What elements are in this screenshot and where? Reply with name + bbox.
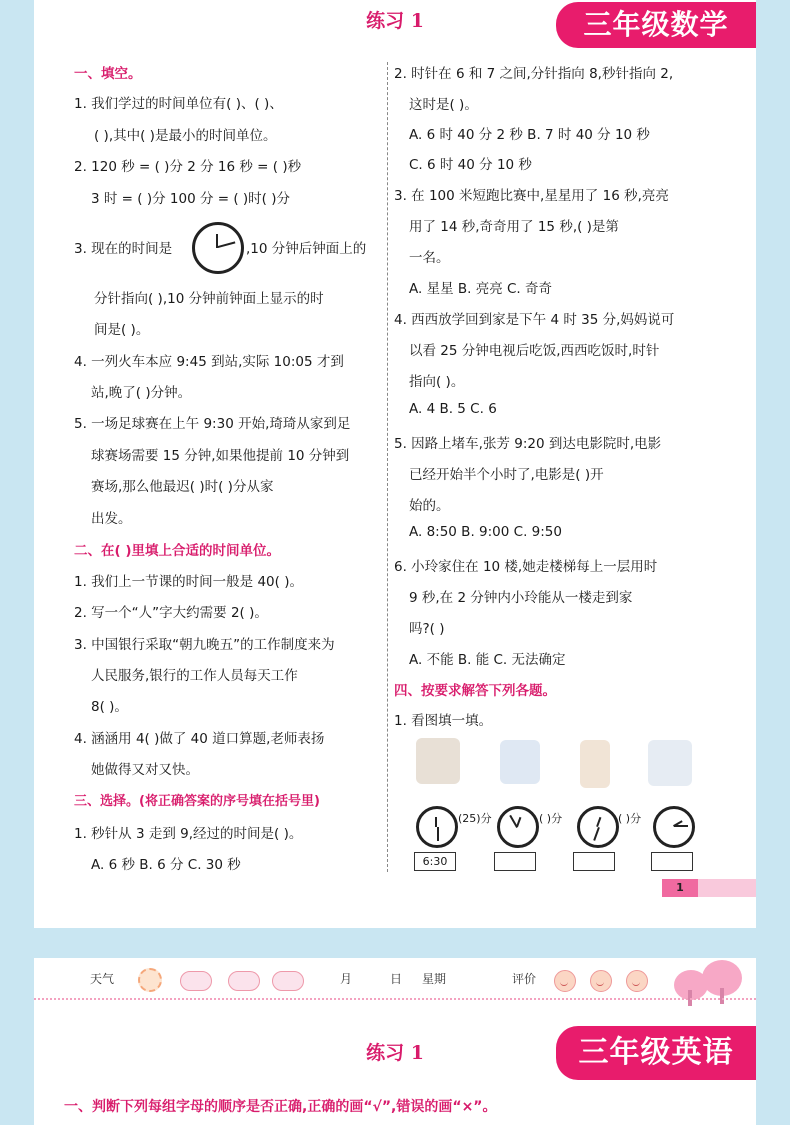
question-line: 1. 看图填一填。 (394, 713, 493, 729)
question-line: 6. 小玲家住在 10 楼,她走楼梯每上一层用时 (394, 559, 658, 575)
question-line: 人民服务,银行的工作人员每天工作 (91, 668, 298, 684)
section-heading-2: 二、在( )里填上合适的时间单位。 (74, 543, 281, 559)
weather-label: 天气 (90, 972, 115, 986)
question-line: 出发。 (91, 511, 132, 527)
question-line: 吗?( ) (409, 621, 445, 637)
grade-subject-tag: 三年级数学 (556, 2, 756, 48)
question-line: 1. 秒针从 3 走到 9,经过的时间是( )。 (74, 826, 303, 842)
question-line: 3. 在 100 米短跑比赛中,星星用了 16 秒,亮亮 (394, 188, 669, 204)
question-line: 球赛场需要 15 分钟,如果他提前 10 分钟到 (91, 448, 350, 464)
question-line: 4. 一列火车本应 9:45 到站,实际 10:05 才到 (74, 354, 344, 370)
choice-line: C. 6 时 40 分 10 秒 (409, 157, 532, 173)
dotted-divider (34, 998, 756, 1000)
worksheet-page-english (34, 958, 756, 1125)
section-heading-1: 一、判断下列每组字母的顺序是否正确,正确的画“√”,错误的画“×”。 (64, 1099, 497, 1115)
worksheet-page-math (34, 0, 756, 928)
question-line: 5. 因路上堵车,张芳 9:20 到达电影院时,电影 (394, 436, 662, 452)
time-box[interactable] (573, 852, 615, 871)
arrow-label: ( )分 (618, 812, 642, 825)
question-line: 这时是( )。 (409, 97, 478, 113)
sun-icon (138, 968, 162, 992)
time-box[interactable] (651, 852, 693, 871)
question-line: 站,晚了( )分钟。 (91, 385, 192, 401)
clock-icon (577, 806, 619, 848)
choice-line: A. 6 秒 B. 6 分 C. 30 秒 (91, 857, 241, 873)
question-line: 3. 现在的时间是 (74, 241, 173, 257)
column-divider (387, 62, 388, 872)
question-line: 1. 我们学过的时间单位有( )、( )、 (74, 96, 283, 112)
clock-icon (497, 806, 539, 848)
grade-subject-tag: 三年级英语 (556, 1026, 756, 1080)
question-line: 5. 一场足球赛在上午 9:30 开始,琦琦从家到足 (74, 416, 351, 432)
question-line: 间是( )。 (94, 322, 150, 338)
evaluation-label: 评价 (512, 972, 537, 986)
question-line: 8( )。 (91, 699, 128, 715)
question-line: 始的。 (409, 498, 450, 514)
arrow-label: ( )分 (539, 812, 563, 825)
question-line: 1. 我们上一节课的时间一般是 40( )。 (74, 574, 303, 590)
page-title: 练习 1 (366, 10, 424, 32)
section-heading-1: 一、填空。 (74, 66, 142, 82)
choice-line: A. 8:50 B. 9:00 C. 9:50 (409, 524, 562, 540)
snow-cloud-icon (272, 971, 304, 991)
section-heading-3: 三、选择。(将正确答案的序号填在括号里) (74, 794, 320, 809)
choice-line: A. 6 时 40 分 2 秒 B. 7 时 40 分 10 秒 (409, 127, 650, 143)
clock-icon (192, 222, 244, 274)
question-line: 已经开始半个小时了,电影是( )开 (409, 467, 604, 483)
question-line: 2. 时针在 6 和 7 之间,分针指向 8,秒针指向 2, (394, 66, 674, 82)
choice-line: A. 星星 B. 亮亮 C. 奇奇 (409, 281, 553, 297)
question-line: 3 时 = ( )分 100 分 = ( )时( )分 (91, 191, 290, 207)
question-line: 2. 写一个“人”字大约需要 2( )。 (74, 605, 268, 621)
question-line: 以看 25 分钟电视后吃饭,西西吃饭时,时针 (409, 343, 660, 359)
page-number: 1 (662, 879, 698, 897)
question-line: 9 秒,在 2 分钟内小玲能从一楼走到家 (409, 590, 633, 606)
question-line: 指向( )。 (409, 374, 465, 390)
weekday-label: 星期 (422, 972, 447, 986)
question-line: 一名。 (409, 250, 450, 266)
month-label: 月 (340, 972, 353, 986)
smiley-icon[interactable] (626, 970, 648, 992)
choice-line: A. 4 B. 5 C. 6 (409, 401, 497, 417)
clock-icon (653, 806, 695, 848)
question-line: 用了 14 秒,奇奇用了 15 秒,( )是第 (409, 219, 619, 235)
question-line: 分针指向( ),10 分钟前钟面上显示的时 (94, 291, 324, 307)
question-line: 2. 120 秒 = ( )分 2 分 16 秒 = ( )秒 (74, 159, 302, 175)
page-number-bar (662, 879, 756, 897)
question-line: 3. 中国银行采取“朝九晚五”的工作制度来为 (74, 637, 335, 653)
time-box[interactable] (494, 852, 536, 871)
clock-icon (416, 806, 458, 848)
rain-cloud-icon (228, 971, 260, 991)
question-line: ,10 分钟后钟面上的 (246, 241, 367, 257)
arrow-label: (25)分 (458, 812, 492, 825)
question-line: ( ),其中( )是最小的时间单位。 (94, 128, 277, 144)
question-line: 她做得又对又快。 (91, 762, 199, 778)
page-title: 练习 1 (366, 1042, 424, 1064)
day-label: 日 (390, 972, 403, 986)
choice-line: A. 不能 B. 能 C. 无法确定 (409, 652, 566, 668)
cloud-icon (180, 971, 212, 991)
question-line: 4. 西西放学回到家是下午 4 时 35 分,妈妈说可 (394, 312, 675, 328)
smiley-icon[interactable] (554, 970, 576, 992)
question-line: 赛场,那么他最迟( )时( )分从家 (91, 479, 274, 495)
section-heading-4: 四、按要求解答下列各题。 (394, 683, 556, 699)
question-line: 4. 涵涵用 4( )做了 40 道口算题,老师表扬 (74, 731, 325, 747)
time-box[interactable]: 6:30 (414, 852, 456, 871)
smiley-icon[interactable] (590, 970, 612, 992)
